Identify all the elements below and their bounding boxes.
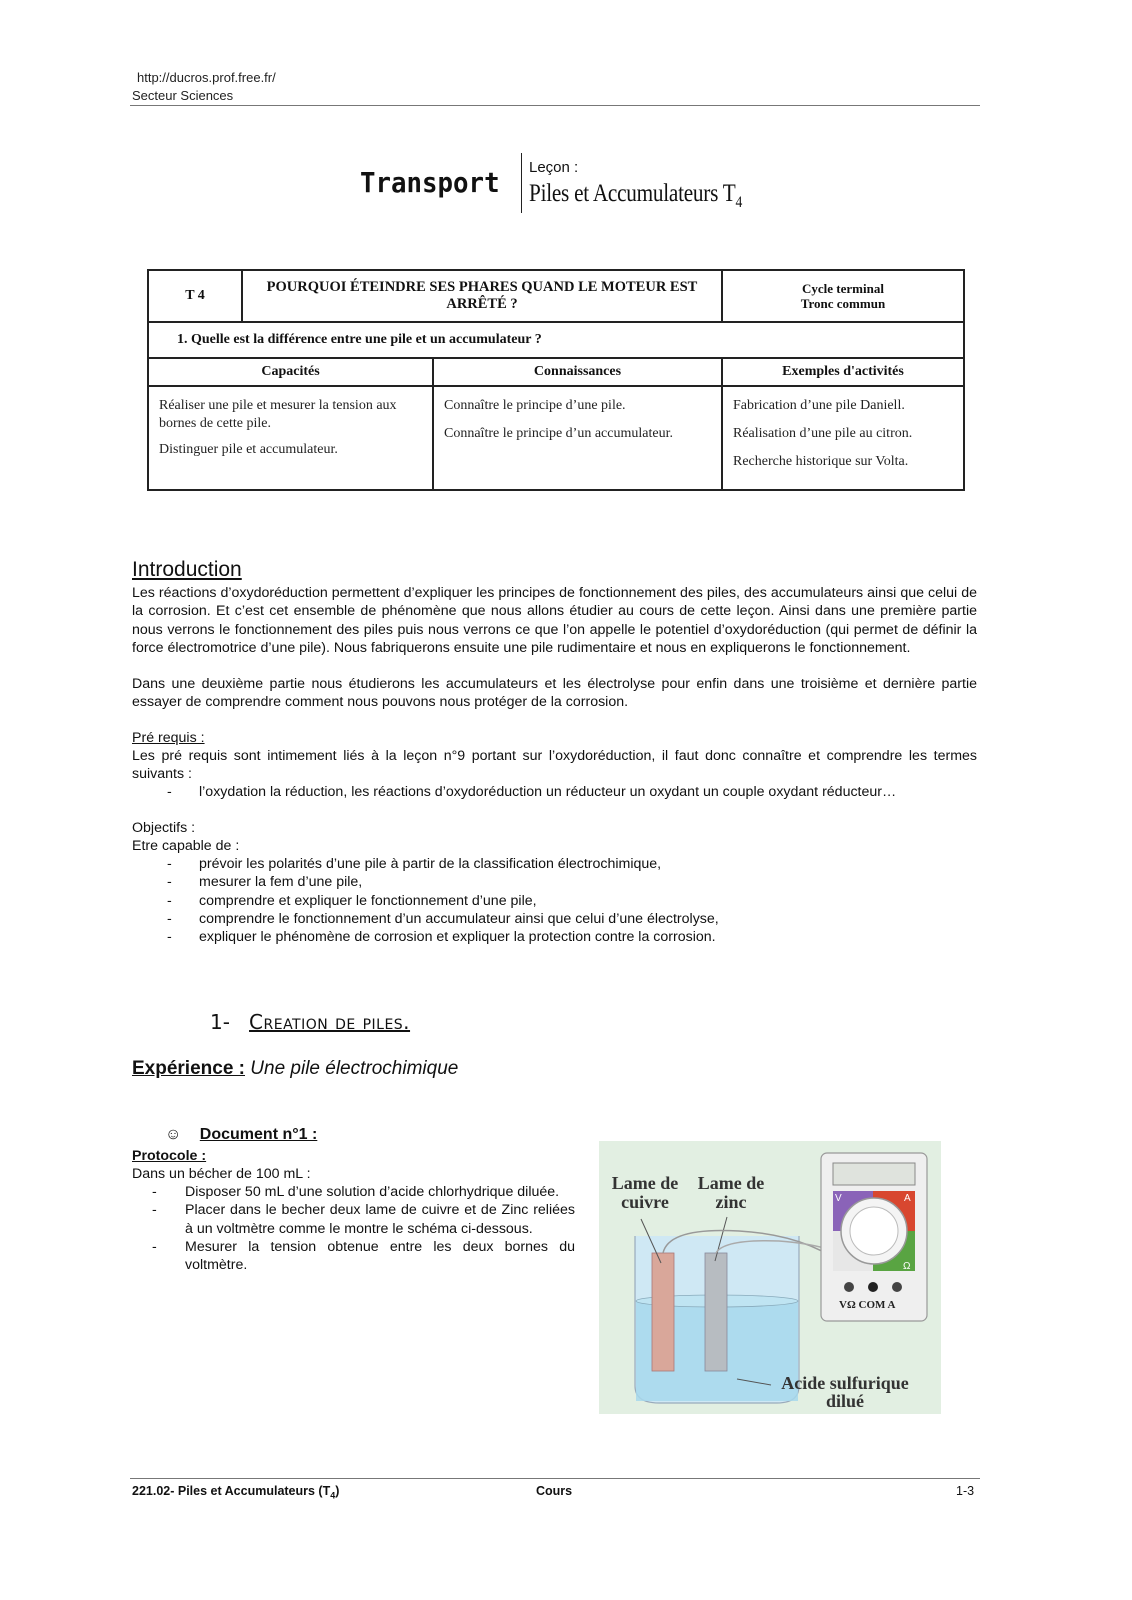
label-zinc-2: zinc (715, 1192, 747, 1212)
connaissance-item: Connaître le principe d’un accumulateur. (444, 426, 673, 441)
programme-subtitle: 1. Quelle est la différence entre une pile et un accumulateur ? (148, 322, 964, 358)
experience-title: Une pile électrochimique (250, 1058, 459, 1079)
terminal-labels: VΩ COM A (839, 1299, 896, 1311)
section-text: Creation de piles. (249, 1010, 411, 1034)
terminal-a (892, 1282, 902, 1292)
label-zinc-1: Lame de (697, 1173, 765, 1193)
list-item: - Disposer 50 mL d’une solution d’acide chlorhydrique diluée. (152, 1184, 560, 1200)
list-item: - expliquer le phénomène de corrosion et expliquer la protection contre la corrosion. (167, 929, 716, 946)
intro-paragraph-1: Les réactions d’oxydoréduction permettent d’expliquer les principes de fonctionnement des piles, des accumulateurs ainsi que celui de la corrosion. Et c’est cet ensemble de phénomène que nous allons étudier au cours de cette leçon. Ainsi dans une première partie nous verrons le fonctionnement des piles puis nous verrons ce que l’on appelle le potentiel d’oxydoréduction (qui permet de définir la force électromotrice d’une pile). Nous fabriquerons ensuite une pile rudimentaire et nous en expliquerons le fonctionnement. (132, 585, 977, 656)
exemple-item: Réalisation d’une pile au citron. (733, 426, 913, 441)
capacite-item: Distinguer pile et accumulateur. (159, 442, 338, 457)
meter-ohm-label: Ω (903, 1261, 911, 1272)
experience-label: Expérience : (132, 1058, 245, 1079)
meter-v-label: V (835, 1193, 842, 1204)
header-rule (130, 105, 980, 106)
document-label: Document n°1 : (199, 1126, 318, 1143)
site-url: http://ducros.prof.free.fr/ (137, 70, 276, 85)
list-item: - comprendre le fonctionnement d’un accumulateur ainsi que celui d’une électrolyse, (167, 910, 719, 927)
section-number: 1- (210, 1010, 230, 1034)
experiment-figure (599, 1141, 941, 1414)
pile-diagram (599, 1141, 941, 1414)
lecon-label: Leçon : (529, 159, 579, 176)
label-cuivre-2: cuivre (621, 1192, 669, 1212)
capacite-item: Réaliser une pile et mesurer la tension aux bornes de cette pile. (159, 398, 397, 431)
programme-cycle (722, 270, 964, 322)
objectifs-list (132, 855, 977, 946)
cell-connaissances (433, 386, 722, 490)
col-connaissances: Connaissances (433, 358, 722, 386)
multimeter-display (833, 1163, 915, 1185)
section-1-title (210, 1010, 410, 1034)
smiley-icon: ☺ (165, 1126, 182, 1143)
meter-a-label: A (904, 1193, 911, 1204)
prereq-heading: Pré requis : (132, 730, 205, 746)
col-capacites: Capacités (148, 358, 433, 386)
intro-heading: Introduction (132, 558, 242, 581)
objectifs-heading: Objectifs : (132, 820, 196, 836)
zinc-strip (705, 1253, 727, 1371)
page-number: 1-3 (956, 1484, 975, 1498)
label-acide-2: dilué (825, 1391, 865, 1411)
list-item: - Placer dans le becher deux lame de cuivre et de Zinc reliées à un voltmètre comme le montre le schéma ci-dessous. (152, 1202, 575, 1237)
cycle-line-2: Tronc commun (800, 296, 886, 311)
subject-title: Transport (360, 166, 500, 199)
intro-paragraph-2: Dans une deuxième partie nous étudierons les accumulateurs et les électrolyse pour enfin dans une troisième et dernière partie essayer de comprendre comment nous pouvons nous protéger de la corrosion. (132, 676, 977, 711)
terminal-com (868, 1282, 878, 1292)
copper-strip (652, 1253, 674, 1371)
list-item: - mesurer la fem d’une pile, (167, 874, 363, 891)
title-divider (521, 153, 522, 213)
prereq-text: Les pré requis sont intimement liés à la leçon n°9 portant sur l’oxydoréduction, il faut donc connaître et comprendre les termes suivants : (132, 748, 977, 783)
list-item: - Mesurer la tension obtenue entre les deux bornes du voltmètre. (152, 1238, 575, 1274)
exemple-item: Recherche historique sur Volta. (733, 454, 909, 469)
label-acide-1: Acide sulfurique (781, 1373, 909, 1393)
footer-course: 221.02- Piles et Accumulateurs $(T_4)$ (132, 1484, 340, 1501)
label-cuivre-1: Lame de (611, 1173, 679, 1193)
selector-knob (850, 1207, 898, 1255)
prereq-list (132, 783, 977, 801)
lecon-title: Piles et Accumulateurs $T_4$ (529, 180, 743, 211)
protocole-heading: Protocole : (132, 1148, 207, 1164)
list-item: - l’oxydation la réduction, les réactions d’oxydoréduction un réducteur un oxydant un couple oxydant réducteur… (167, 784, 897, 800)
objectifs-intro: Etre capable de : (132, 838, 240, 854)
list-item: - prévoir les polarités d’une pile à partir de la classification électrochimique, (167, 856, 662, 872)
footer-type: Cours (536, 1484, 573, 1498)
sector-label: Secteur Sciences (132, 88, 234, 103)
cycle-line-1: Cycle terminal (802, 281, 884, 296)
protocole-steps (132, 1183, 575, 1274)
terminal-v (844, 1282, 854, 1292)
programme-question: POURQUOI ÉTEINDRE SES PHARES QUAND LE MOTEUR EST ARRÊTÉ ? (242, 270, 722, 322)
exemple-item: Fabrication d’une pile Daniell. (733, 398, 905, 413)
programme-code: T 4 (148, 270, 242, 322)
cell-capacites (148, 386, 433, 490)
experience-line (132, 1058, 458, 1080)
document-1-heading (165, 1126, 317, 1144)
list-item: - comprendre et expliquer le fonctionnement d’une pile, (167, 892, 537, 909)
footer-rule (130, 1478, 980, 1479)
cell-exemples (722, 386, 964, 490)
programme-table (147, 269, 965, 491)
col-exemples: Exemples d'activités (722, 358, 964, 386)
protocole-intro: Dans un bécher de 100 mL : (132, 1166, 311, 1182)
connaissance-item: Connaître le principe d’une pile. (444, 398, 626, 413)
